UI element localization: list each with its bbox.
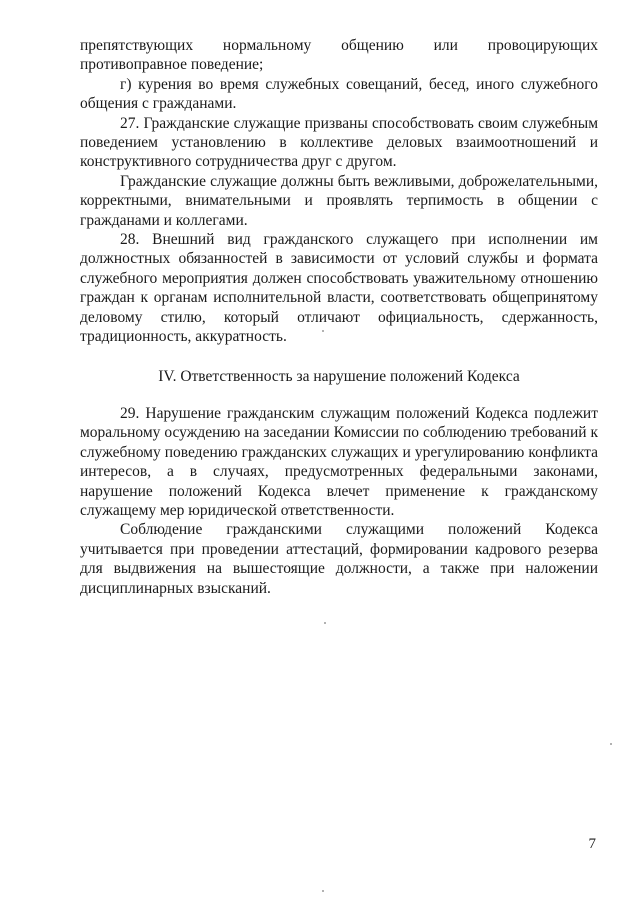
paragraph-29-cont: Соблюдение гражданскими служащими положений Кодекса учитывается при проведении аттестаций, формировании кадрового резерва для выдвижения на вышестоящие должности, а также при наложении дисциплинарных взысканий. bbox=[80, 521, 598, 597]
document-body bbox=[80, 36, 598, 598]
section-heading: IV. Ответственность за нарушение положений Кодекса bbox=[158, 367, 520, 385]
scan-speck bbox=[610, 743, 612, 745]
paragraph-28: 28. Внешний вид гражданского служащего при исполнении им должностных обязанностей в зависимости от условий службы и формата служебного мероприятия должен способствовать уважительному отношению граждан к органам исполнительной власти, соответствовать общепринятому деловому стилю, который отличают официальность, сдержанность, традиционность, аккуратность. bbox=[80, 231, 598, 346]
scan-speck bbox=[322, 890, 324, 892]
scan-speck bbox=[322, 330, 324, 332]
paragraph-29: 29. Нарушение гражданским служащим положений Кодекса подлежит моральному осуждению на заседании Комиссии по соблюдению требований к служебному поведению гражданских служащих и урегулированию конфликта интересов, а в случаях, предусмотренных федеральными законами, нарушение положений Кодекса влечет применение к гражданскому служащему мер юридической ответственности. bbox=[80, 404, 598, 519]
paragraph-item-g: г) курения во время служебных совещаний, бесед, иного служебного общения с гражданами. bbox=[80, 75, 598, 113]
paragraph-27: 27. Гражданские служащие призваны способствовать своим служебным поведением установлению в коллективе деловых взаимоотношений и конструктивного сотрудничества друг с другом. bbox=[80, 114, 598, 171]
scan-speck bbox=[324, 622, 326, 624]
page-number: 7 bbox=[588, 836, 596, 852]
paragraph-continuation: препятствующих нормальному общению или провоцирующих противоправное поведение; bbox=[80, 37, 598, 74]
paragraph-27-cont: Гражданские служащие должны быть вежливыми, доброжелательными, корректными, внимательными и проявлять терпимость в общении с гражданами и коллегами. bbox=[80, 172, 598, 229]
